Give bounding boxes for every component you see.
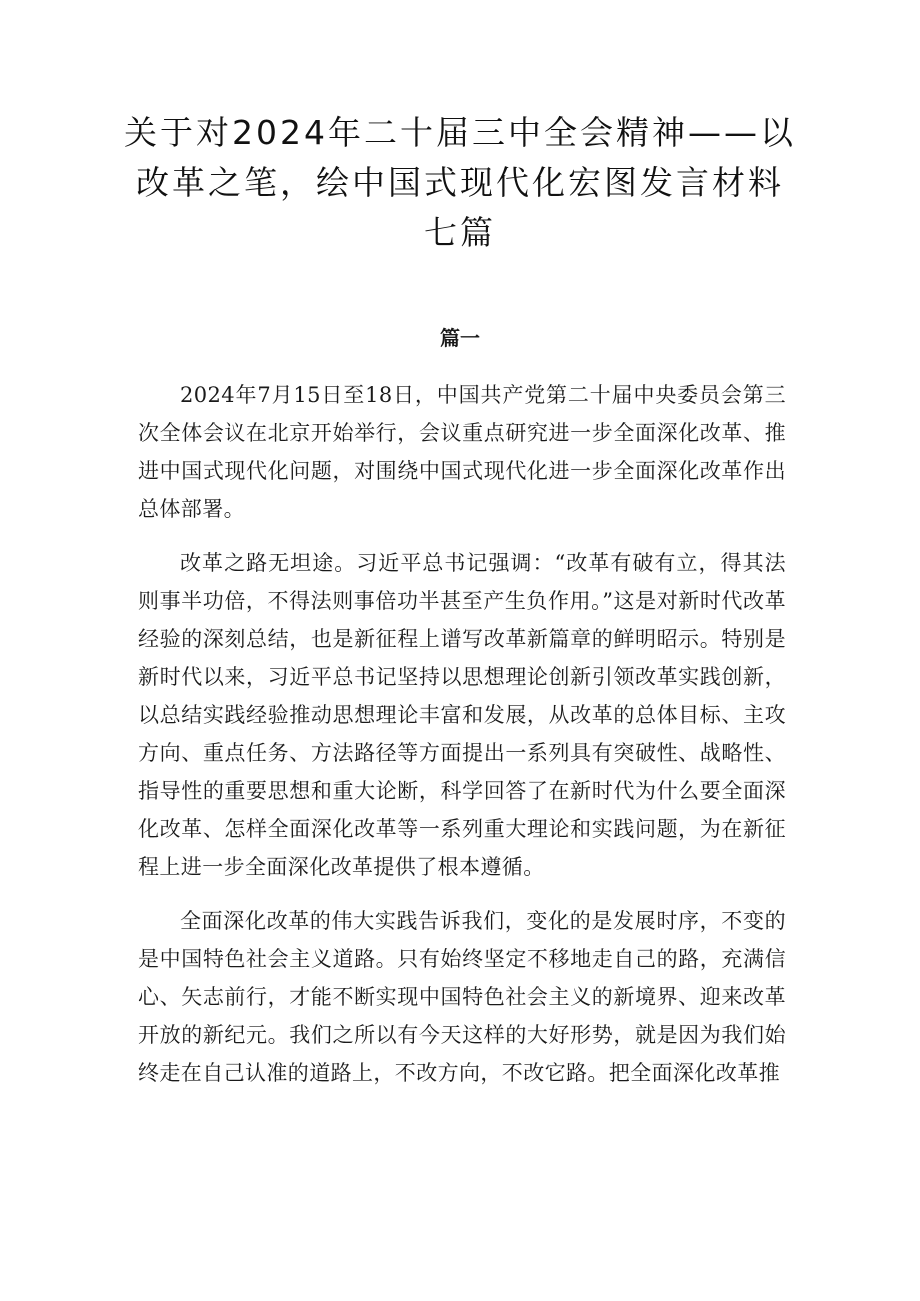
document-body: [138, 376, 786, 1108]
paragraph-3: 全面深化改革的伟大实践告诉我们，变化的是发展时序，不变的是中国特色社会主义道路。只有始终坚定不移地走自己的路，充满信心、矢志前行，才能不断实现中国特色社会主义的新境界、迎来改革开放的新纪元。我们之所以有今天这样的大好形势，就是因为我们始终走在自己认准的道路上，不改方向，不改它路。把全面深化改革推: [138, 909, 786, 1085]
paragraph-2: 改革之路无坦途。习近平总书记强调：“改革有破有立，得其法则事半功倍，不得法则事倍功半甚至产生负作用。”这是对新时代改革经验的深刻总结，也是新征程上谱写改革新篇章的鲜明昭示。特别是新时代以来，习近平总书记坚持以思想理论创新引领改革实践创新，以总结实践经验推动思想理论丰富和发展，从改革的总体目标、主攻方向、重点任务、方法路径等方面提出一系列具有突破性、战略性、指导性的重要思想和重大论断，科学回答了在新时代为什么要全面深化改革、怎样全面深化改革等一系列重大理论和实践问题，为在新征程上进一步全面深化改革提供了根本遵循。: [138, 551, 786, 879]
section-heading: 篇一: [440, 326, 480, 350]
paragraph-1: 2024年7月15日至18日，中国共产党第二十届中央委员会第三次全体会议在北京开始举行，会议重点研究进一步全面深化改革、推进中国式现代化问题，对围绕中国式现代化进一步全面深化改革作出总体部署。: [138, 383, 786, 521]
document-title: 关于对2024年二十届三中全会精神——以改革之笔，绘中国式现代化宏图发言材料七篇: [124, 113, 796, 252]
